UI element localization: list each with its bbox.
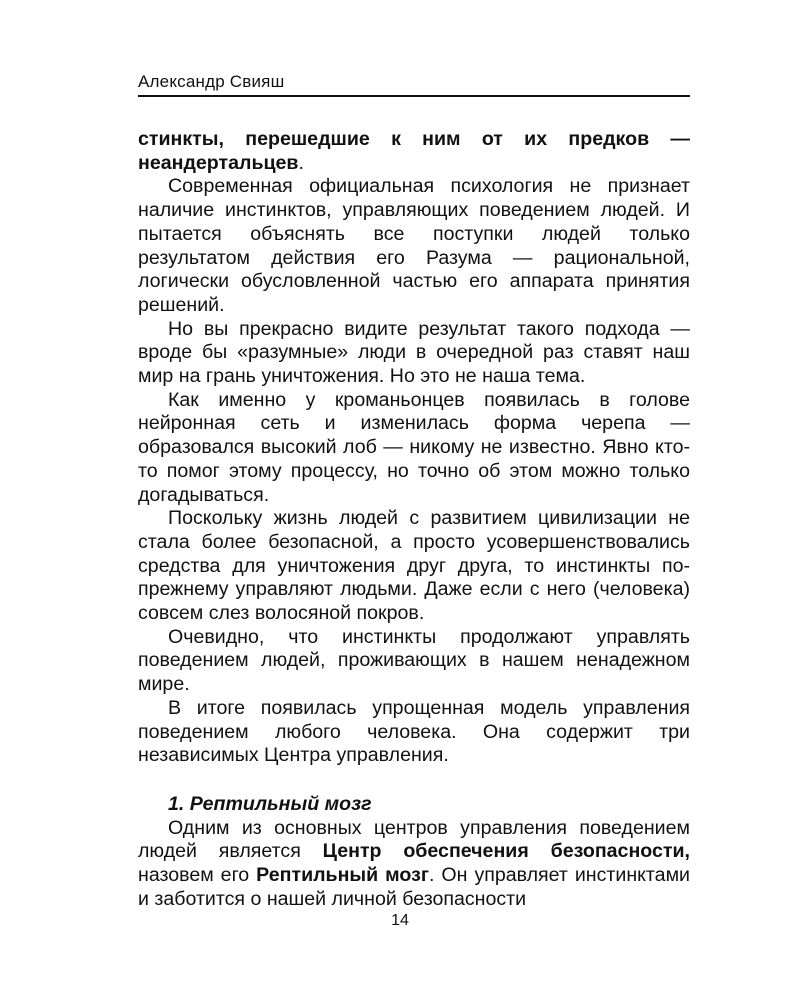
paragraph-7: В итоге появилась упрощенная модель управления поведением любого человека. Она содержит три независимых Центра управления. bbox=[138, 696, 690, 767]
bold-term-reptile-brain: Рептильный мозг bbox=[256, 864, 430, 887]
bold-phrase: стинкты, перешедшие к ним от их предков — неандертальцев bbox=[138, 128, 690, 174]
bold-term-safety-center: Центр обеспечения безопасности, bbox=[322, 840, 690, 863]
paragraph-6: Очевидно, что инстинкты продолжают управлять поведением людей, проживающих в нашем ненадежном мире. bbox=[138, 625, 690, 696]
paragraph-8: Одним из основных центров управления поведением людей является Центр обеспечения безопасности, назовем его Рептильный мозг. Он управляет инстинктами и заботится о нашей личной безопасности bbox=[138, 816, 690, 910]
paragraph-1: стинкты, перешедшие к ним от их предков — неандертальцев. bbox=[138, 128, 690, 174]
page-body bbox=[138, 128, 690, 912]
running-header: Александр Свияш bbox=[138, 72, 285, 91]
paragraph-5: Поскольку жизнь людей с развитием цивилизации не стала более безопасной, а просто усовершенствовались средства для уничтожения друг друга, то инстинкты по-прежнему управляют людьми. Даже если с него (человека) совсем слез волосяной покров. bbox=[138, 507, 690, 625]
section-gap bbox=[138, 768, 690, 793]
paragraph-4: Как именно у кроманьонцев появилась в голове нейронная сеть и изменилась форма черепа — образовался высокий лоб — никому не известно. Явно кто-то помог этому процессу, но точно об этом можно только догадываться. bbox=[138, 388, 690, 506]
page-number: 14 bbox=[391, 912, 409, 929]
header-rule bbox=[138, 95, 690, 97]
paragraph-2: Современная официальная психология не признает наличие инстинктов, управляющих поведением людей. И пытается объяснять все поступки людей только результатом действия его Разума — рациональной, логически обусловленной частью его аппарата принятия решений. bbox=[138, 175, 690, 316]
paragraph-3: Но вы прекрасно видите результат такого подхода — вроде бы «разумные» люди в очередной раз ставят наш мир на грань уничтожения. Но это не наша тема. bbox=[138, 317, 690, 388]
section-heading: 1. Рептильный мозг bbox=[168, 792, 372, 815]
